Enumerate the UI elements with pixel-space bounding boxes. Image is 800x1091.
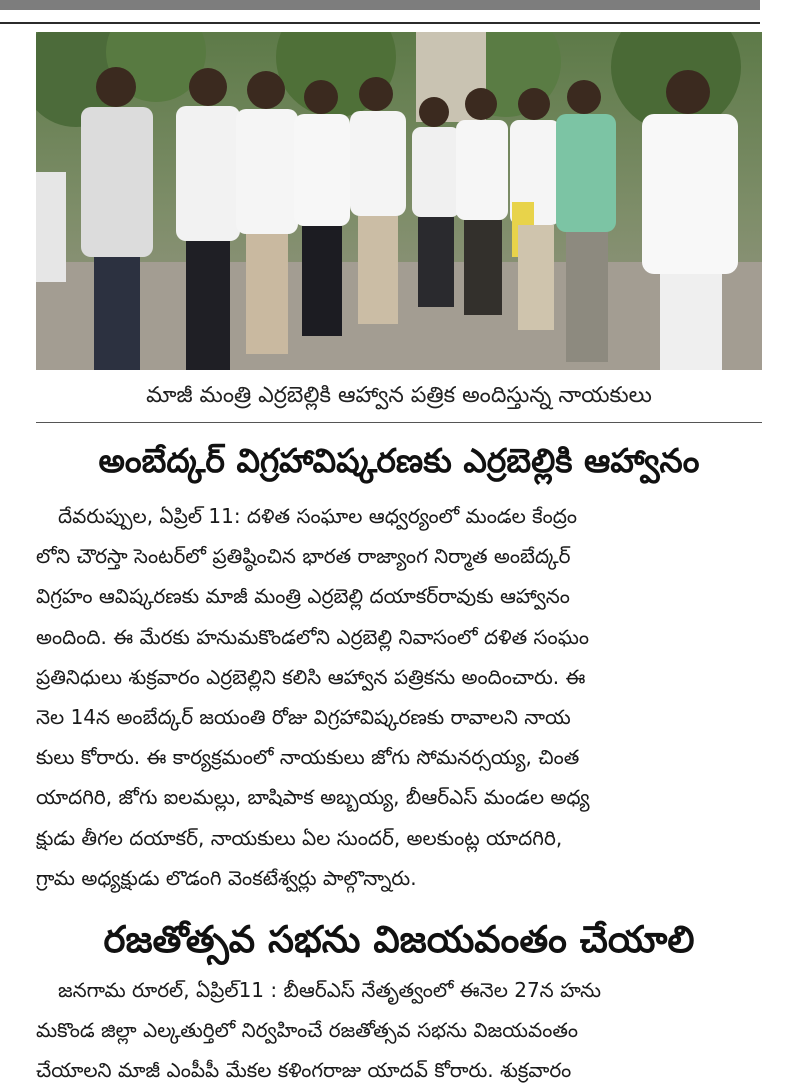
caption-divider: [36, 422, 762, 423]
article-body-1: [36, 496, 762, 898]
article-headline-1: అంబేద్కర్ విగ్రహావిష్కరణకు ఎర్రబెల్లికి ఆహ్వానం: [98, 441, 700, 480]
article-body-2: [36, 970, 762, 1091]
top-gray-band: [0, 0, 760, 10]
news-photo: [36, 32, 762, 370]
article-line: కులు కోరారు. ఈ కార్యక్రమంలో నాయకులు జోగు సోమనర్సయ్య, చింత: [36, 745, 580, 770]
article-line: గ్రామ అధ్యక్షుడు లొడంగి వెంకటేశ్వర్లు పాల్గొన్నారు.: [36, 865, 417, 890]
group-photo-illustration: [36, 32, 762, 370]
photo-caption: మాజీ మంత్రి ఎర్రబెల్లికి ఆహ్వాన పత్రిక అందిస్తున్న నాయకులు: [146, 383, 652, 408]
top-divider: [0, 22, 760, 24]
article-line: జనగామ రూరల్, ఏప్రిల్11 : బీఆర్ఎస్ నేతృత్వంలో ఈనెల 27న హను: [58, 978, 602, 1002]
article-line: చేయాలని మాజీ ఎంపీపీ మేకల కళింగరాజు యాదవ్ కోరారు. శుక్రవారం: [36, 1058, 572, 1083]
article-line: నెల 14న అంబేద్కర్ జయంతి రోజు విగ్రహావిష్కరణకు రావాలని నాయ: [36, 704, 571, 729]
article-line: దేవరుప్పుల, ఏప్రిల్ 11: దళిత సంఘాల ఆధ్వర్యంలో మండల కేంద్రం: [58, 504, 578, 528]
article-line: ప్రతినిధులు శుక్రవారం ఎర్రబెల్లిని కలిసి ఆహ్వాన పత్రికను అందించారు. ఈ: [36, 664, 586, 689]
article-line: మకొండ జిల్లా ఎల్కతుర్తిలో నిర్వహించే రజతోత్సవ సభను విజయవంతం: [36, 1018, 579, 1043]
article-line: విగ్రహం ఆవిష్కరణకు మాజీ మంత్రి ఎర్రబెల్లి దయాకర్‌రావుకు ఆహ్వానం: [36, 584, 570, 609]
article-line: యాదగిరి, జోగు ఐలమల్లు, బాషిపాక అబ్బయ్య, బీఆర్ఎస్ మండల అధ్య: [36, 785, 590, 810]
article-line: క్షుడు తీగల దయాకర్, నాయకులు ఏల సుందర్, అలకుంట్ల యాదగిరి,: [36, 825, 563, 850]
article-line: అందింది. ఈ మేరకు హనుమకొండలోని ఎర్రబెల్లి నివాసంలో దళిత సంఘం: [36, 624, 589, 649]
article-headline-2: రజతోత్సవ సభను విజయవంతం చేయాలి: [103, 918, 695, 961]
article-line: లోని చౌరస్తా సెంటర్‌లో ప్రతిష్ఠించిన భారత రాజ్యాంగ నిర్మాత అంబేద్కర్: [36, 544, 571, 569]
